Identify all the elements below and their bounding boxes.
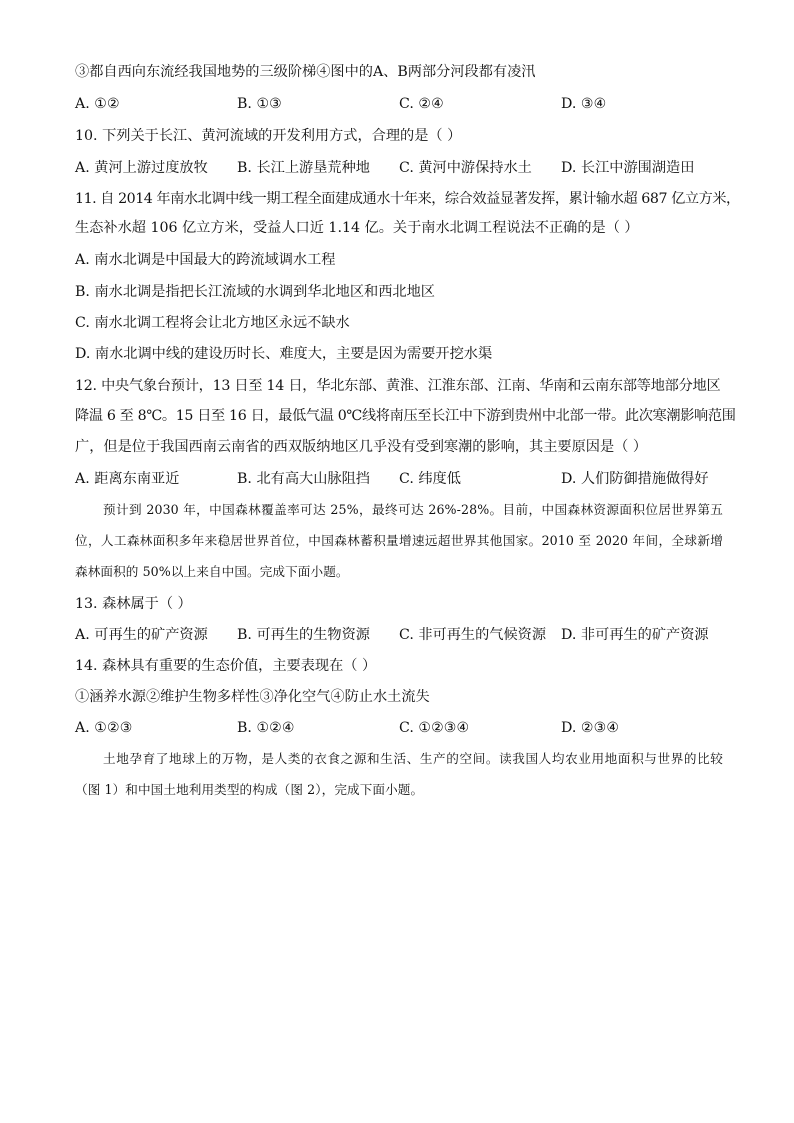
q13-option-d: D. 非可再生的矿产资源 [561, 627, 709, 643]
q12-option-d: D. 人们防御措施做得好 [561, 471, 709, 487]
q12-stem-line3: 广，但是位于我国西南云南省的西双版纳地区几乎没有受到寒潮的影响，其主要原因是（ ） [75, 439, 648, 455]
q12-stem-line2: 降温 6 至 8℃。15 日至 16 日，最低气温 0℃线将南压至长江中下游到贵州中北部一带。此次寒潮影响范围 [75, 408, 736, 424]
q13-option-a: A. 可再生的矿产资源 [75, 627, 208, 643]
q10-stem: 10. 下列关于长江、黄河流域的开发利用方式，合理的是（ ） [75, 128, 462, 144]
q11-option-d: D. 南水北调中线的建设历时长、难度大，主要是因为需要开挖水渠 [75, 346, 493, 362]
q14-option-c: C. ①②③④ [399, 720, 470, 736]
q12-option-b: B. 北有高大山脉阻挡 [237, 471, 370, 487]
q9-option-d: D. ③④ [561, 96, 607, 112]
q11-stem-line1: 11. 自 2014 年南水北调中线一期工程全面建成通水十年来，综合效益显著发挥，累计输水超 687 亿立方米， [75, 191, 740, 207]
q12-stem-line1: 12. 中央气象台预计，13 日至 14 日，华北东部、黄淮、江淮东部、江南、华南和云南东部等地部分地区 [75, 378, 721, 394]
q11-stem-line2: 生态补水超 106 亿立方米，受益人口近 1.14 亿。关于南水北调工程说法不正确的是（ ） [75, 220, 639, 236]
q12-option-c: C. 纬度低 [399, 471, 461, 487]
land-material: 土地孕育了地球上的万物，是人类的衣食之源和生活、生产的空间。读我国人均农业用地面积与世界的比较（图 1）和中国土地利用类型的构成（图 2），完成下面小题。 [75, 751, 723, 797]
q14-option-b: B. ①②④ [237, 720, 295, 736]
q14-option-d: D. ②③④ [561, 720, 620, 736]
q9-statement-tail: ③都自西向东流经我国地势的三级阶梯④图中的A、B两部分河段都有凌汛 [75, 64, 536, 80]
q14-option-a: A. ①②③ [75, 720, 133, 736]
q11-option-a: A. 南水北调是中国最大的跨流域调水工程 [75, 252, 336, 268]
q13-option-c: C. 非可再生的气候资源 [399, 627, 547, 643]
q12-option-a: A. 距离东南亚近 [75, 471, 180, 487]
q13-option-b: B. 可再生的生物资源 [237, 627, 370, 643]
q11-option-b: B. 南水北调是指把长江流域的水调到华北地区和西北地区 [75, 284, 435, 300]
q9-option-c: C. ②④ [399, 96, 444, 112]
q14-statements: ①涵养水源②维护生物多样性③净化空气④防止水土流失 [75, 689, 430, 705]
q10-option-b: B. 长江上游垦荒种地 [237, 160, 370, 176]
q13-stem: 13. 森林属于（ ） [75, 596, 192, 612]
q10-option-a: A. 黄河上游过度放牧 [75, 160, 208, 176]
forest-material: 预计到 2030 年，中国森林覆盖率可达 25%，最终可达 26%-28%。目前，中国森林资源面积位居世界第五位，人工森林面积多年来稳居世界首位，中国森林蓄积量增速远超世界其他国家。2010 至 2020 年间，全球新增森林面积的 50%以上来自中国。完成下面小题。 [75, 502, 723, 579]
q14-stem: 14. 森林具有重要的生态价值，主要表现在（ ） [75, 658, 377, 674]
q9-option-a: A. ①② [75, 96, 120, 112]
q10-option-d: D. 长江中游围湖造田 [561, 160, 695, 176]
q11-option-c: C. 南水北调工程将会让北方地区永远不缺水 [75, 315, 350, 331]
q9-option-b: B. ①③ [237, 96, 282, 112]
q10-option-c: C. 黄河中游保持水土 [399, 160, 532, 176]
